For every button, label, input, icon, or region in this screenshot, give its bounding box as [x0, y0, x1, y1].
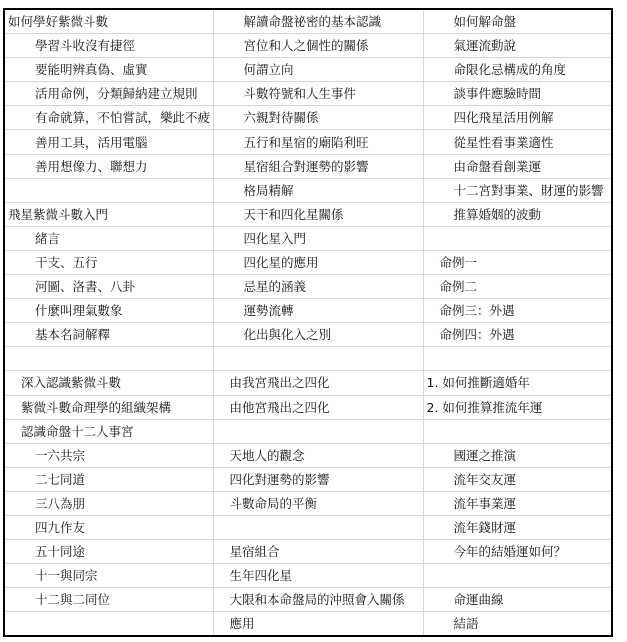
- cell-col-1[interactable]: [5, 178, 213, 202]
- cell-col-2[interactable]: [213, 419, 423, 443]
- table-row: [5, 178, 611, 202]
- table-row: [5, 443, 611, 467]
- cell-col-2[interactable]: [213, 347, 423, 371]
- cell-col-3[interactable]: 如何解命盤: [423, 10, 611, 34]
- cell-col-2[interactable]: 五行和星宿的廟陷利旺: [213, 130, 423, 154]
- cell-col-1[interactable]: [5, 612, 213, 636]
- cell-col-3[interactable]: 命例二: [423, 275, 611, 299]
- table-row: [5, 34, 611, 58]
- cell-col-3[interactable]: 推算婚姻的波動: [423, 202, 611, 226]
- cell-col-3[interactable]: 談事件應驗時間: [423, 82, 611, 106]
- table-row: [5, 275, 611, 299]
- cell-col-2[interactable]: 解讀命盤祕密的基本認識: [213, 10, 423, 34]
- cell-col-3[interactable]: 命運曲線: [423, 588, 611, 612]
- table-row: [5, 299, 611, 323]
- cell-col-1[interactable]: 學習斗收沒有捷徑: [5, 34, 213, 58]
- cell-col-1[interactable]: 三八為朋: [5, 491, 213, 515]
- cell-col-2[interactable]: 何謂立向: [213, 58, 423, 82]
- cell-col-1[interactable]: 善用想像力、聯想力: [5, 154, 213, 178]
- table-row: [5, 82, 611, 106]
- cell-col-1[interactable]: 干支、五行: [5, 250, 213, 274]
- cell-col-1[interactable]: 二七同道: [5, 467, 213, 491]
- table-body: [5, 10, 611, 635]
- cell-col-2[interactable]: [213, 515, 423, 539]
- cell-col-2[interactable]: 大限和本命盤局的沖照會入關係: [213, 588, 423, 612]
- table-row: [5, 395, 611, 419]
- table-row: [5, 250, 611, 274]
- cell-col-3[interactable]: 命例三：外遇: [423, 299, 611, 323]
- cell-col-1[interactable]: 紫微斗數命理學的組織架構: [5, 395, 213, 419]
- cell-col-1[interactable]: 飛星紫微斗數入門: [5, 202, 213, 226]
- cell-col-3[interactable]: 流年交友運: [423, 467, 611, 491]
- cell-col-1[interactable]: 十二與二同位: [5, 588, 213, 612]
- cell-col-2[interactable]: 由他宮飛出之四化: [213, 395, 423, 419]
- cell-col-3[interactable]: 今年的結婚運如何？: [423, 540, 611, 564]
- table-row: [5, 588, 611, 612]
- cell-col-3[interactable]: 命例四：外遇: [423, 323, 611, 347]
- cell-col-3[interactable]: [423, 564, 611, 588]
- cell-col-3[interactable]: [423, 226, 611, 250]
- table-row: [5, 58, 611, 82]
- spreadsheet-grid: [3, 8, 613, 637]
- cell-col-2[interactable]: 六親對待關係: [213, 106, 423, 130]
- cell-col-3[interactable]: 氣運流動說: [423, 34, 611, 58]
- cell-col-3[interactable]: 流年事業運: [423, 491, 611, 515]
- cell-col-2[interactable]: 格局精解: [213, 178, 423, 202]
- cell-col-2[interactable]: 四化對運勢的影響: [213, 467, 423, 491]
- cell-col-1[interactable]: 一六共宗: [5, 443, 213, 467]
- cell-col-2[interactable]: 應用: [213, 612, 423, 636]
- table-row: [5, 612, 611, 636]
- cell-col-1[interactable]: 緒言: [5, 226, 213, 250]
- table-row: [5, 491, 611, 515]
- cell-col-2[interactable]: 星宿組合對運勢的影響: [213, 154, 423, 178]
- table-row: [5, 540, 611, 564]
- cell-col-1[interactable]: 十一與同宗: [5, 564, 213, 588]
- table-row: [5, 419, 611, 443]
- cell-col-2[interactable]: 忌星的涵義: [213, 275, 423, 299]
- cell-col-2[interactable]: 天地人的觀念: [213, 443, 423, 467]
- cell-col-2[interactable]: 斗數命局的平衡: [213, 491, 423, 515]
- cell-col-3[interactable]: 1. 如何推斷適婚年: [423, 371, 611, 395]
- table-row: [5, 323, 611, 347]
- cell-col-2[interactable]: 生年四化星: [213, 564, 423, 588]
- cell-col-3[interactable]: 2. 如何推算推流年運: [423, 395, 611, 419]
- cell-col-2[interactable]: 運勢流轉: [213, 299, 423, 323]
- cell-col-2[interactable]: 宮位和人之個性的關係: [213, 34, 423, 58]
- table-row: [5, 371, 611, 395]
- cell-col-2[interactable]: 化出與化入之別: [213, 323, 423, 347]
- cell-col-3[interactable]: 四化飛星活用例解: [423, 106, 611, 130]
- cell-col-1[interactable]: 河圖、洛書、八卦: [5, 275, 213, 299]
- table-row: [5, 564, 611, 588]
- cell-col-1[interactable]: 基本名詞解釋: [5, 323, 213, 347]
- cell-col-1[interactable]: 活用命例，分類歸納建立規則: [5, 82, 213, 106]
- cell-col-3[interactable]: 由命盤看創業運: [423, 154, 611, 178]
- cell-col-1[interactable]: 善用工具，活用電腦: [5, 130, 213, 154]
- table-row: [5, 226, 611, 250]
- table-row: [5, 515, 611, 539]
- cell-col-3[interactable]: 結語: [453, 616, 479, 632]
- cell-col-3[interactable]: [423, 419, 611, 443]
- cell-col-1[interactable]: 如何學好紫微斗數: [5, 10, 213, 34]
- cell-col-3[interactable]: 從星性看事業適性: [423, 130, 611, 154]
- outline-table: [5, 10, 611, 635]
- table-row: [5, 467, 611, 491]
- table-row: [5, 106, 611, 130]
- cell-col-1[interactable]: 要能明辨真偽、虛實: [5, 58, 213, 82]
- table-row: [5, 202, 611, 226]
- cell-col-3[interactable]: 十二宮對事業、財運的影響: [423, 178, 611, 202]
- cell-col-1[interactable]: 認識命盤十二人事宮: [5, 419, 213, 443]
- cell-col-1[interactable]: 四九作友: [5, 515, 213, 539]
- cell-col-1[interactable]: 有命就算，不怕嘗試，樂此不疲: [5, 106, 213, 130]
- cell-col-3[interactable]: [423, 347, 611, 371]
- cell-col-2[interactable]: 四化星的應用: [213, 250, 423, 274]
- cell-col-2[interactable]: 星宿組合: [213, 540, 423, 564]
- table-row: [5, 154, 611, 178]
- cell-col-1[interactable]: 什麼叫理氣數象: [5, 299, 213, 323]
- cell-col-1[interactable]: 深入認識紫微斗數: [5, 371, 213, 395]
- cell-col-2[interactable]: 由我宮飛出之四化: [213, 371, 423, 395]
- cell-col-2[interactable]: 四化星入門: [213, 226, 423, 250]
- cell-col-1[interactable]: [5, 347, 213, 371]
- table-row: [5, 347, 611, 371]
- cell-col-3[interactable]: 流年錢財運: [423, 515, 611, 539]
- cell-col-3[interactable]: 國運之推演: [423, 443, 611, 467]
- cell-col-2[interactable]: 斗數符號和人生事件: [213, 82, 423, 106]
- cell-col-3[interactable]: 命限化忌構成的角度: [423, 58, 611, 82]
- table-row: [5, 10, 611, 34]
- cell-col-2[interactable]: 天干和四化星關係: [213, 202, 423, 226]
- table-row: [5, 130, 611, 154]
- cell-col-1[interactable]: 五十同途: [5, 540, 213, 564]
- cell-col-3[interactable]: 命例一: [423, 250, 611, 274]
